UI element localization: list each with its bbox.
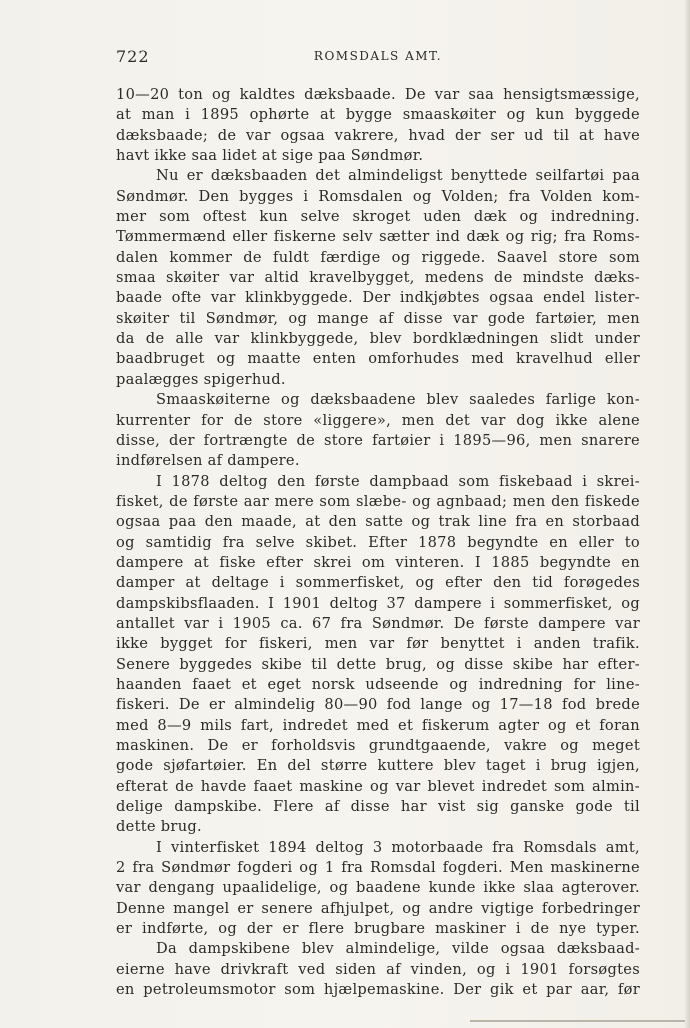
- text-line: indførelsen af dampere.: [116, 452, 300, 470]
- page-header: [116, 47, 640, 71]
- text-line: baade ofte var klinkbyggede. Der indkjøbtes ogsaa endel lister-: [116, 289, 640, 307]
- text-line: Nu er dæksbaaden det almindeligst benyttede seilfartøi paa: [156, 167, 640, 185]
- footer-rule: [470, 1020, 685, 1022]
- text-line: 10—20 ton og kaldtes dæksbaade. De var saa hensigtsmæssige,: [116, 86, 640, 103]
- text-line: haanden faaet et eget norsk udseende og indredning for line-: [116, 675, 640, 693]
- text-line: dette brug.: [116, 818, 202, 836]
- text-line: Da dampskibene blev almindelige, vilde ogsaa dæksbaad-: [156, 940, 640, 958]
- text-line: efterat de havde faaet maskine og var blevet indredet som almin-: [116, 777, 640, 795]
- body-text: [116, 85, 640, 1000]
- text-line: Senere byggedes skibe til dette brug, og disse skibe har efter-: [116, 655, 640, 673]
- text-line: havt ikke saa lidet at sige paa Søndmør.: [116, 147, 424, 165]
- running-head: ROMSDALS AMT.: [313, 49, 443, 63]
- text-line: mer som oftest kun selve skroget uden dæk og indredning.: [116, 208, 640, 226]
- text-line: Smaaskøiterne og dæksbaadene blev saaledes farlige kon-: [156, 391, 640, 409]
- text-line: dæksbaade; de var ogsaa vakrere, hvad der ser ud til at have: [116, 126, 640, 144]
- text-line: paalægges spigerhud.: [116, 370, 286, 388]
- text-line: antallet var i 1905 ca. 67 fra Søndmør. De første dampere var: [116, 614, 640, 632]
- text-line: I 1878 deltog den første dampbaad som fiskebaad i skrei-: [156, 472, 640, 490]
- text-line: Denne mangel er senere afhjulpet, og andre vigtige forbedringer: [116, 899, 640, 917]
- text-line: fisket, de første aar mere som slæbe- og agnbaad; men den fiskede: [116, 492, 640, 510]
- text-line: var dengang upaalidelige, og baadene kunde ikke slaa agterover.: [116, 879, 640, 897]
- text-line: skøiter til Søndmør, og mange af disse var gode fartøier, men: [116, 309, 640, 327]
- text-line: er indførte, og der er flere brugbare maskiner i de nye typer.: [116, 920, 640, 938]
- text-line: smaa skøiter var altid kravelbygget, medens de mindste dæks-: [116, 269, 640, 287]
- text-line: disse, der fortrængte de store fartøier i 1895—96, men snarere: [116, 431, 640, 449]
- text-line: Tømmermænd eller fiskerne selv sætter ind dæk og rig; fra Roms-: [116, 228, 640, 246]
- text-line: med 8—9 mils fart, indredet med et fiskerum agter og et foran: [116, 716, 640, 734]
- text-line: og samtidig fra selve skibet. Efter 1878 begyndte en eller to: [116, 533, 640, 551]
- text-line: at man i 1895 ophørte at bygge smaaskøiter og kun byggede: [116, 106, 640, 124]
- text-line: en petroleumsmotor som hjælpemaskine. Der gik et par aar, før: [116, 981, 640, 999]
- text-line: maskinen. De er forholdsvis grundtgaaende, vakre og meget: [116, 737, 640, 754]
- text-line: kurrenter for de store «liggere», men det var dog ikke alene: [116, 411, 640, 429]
- text-line: fiskeri. De er almindelig 80—90 fod lange og 17—18 fod brede: [116, 696, 640, 714]
- page-number: 722: [116, 47, 150, 66]
- text-line: delige dampskibe. Flere af disse har vist sig ganske gode til: [116, 798, 640, 816]
- text-line: da de alle var klinkbyggede, blev bordklædningen slidt under: [116, 330, 640, 348]
- text-line: dampere at fiske efter skrei om vinteren. I 1885 begyndte en: [116, 553, 640, 571]
- text-line: 2 fra Søndmør fogderi og 1 fra Romsdal fogderi. Men maskinerne: [116, 859, 640, 877]
- text-line: ogsaa paa den maade, at den satte og trak line fra en storbaad: [116, 513, 640, 531]
- text-line: I vinterfisket 1894 deltog 3 motorbaade fra Romsdals amt,: [156, 838, 640, 856]
- text-line: Søndmør. Den bygges i Romsdalen og Volden; fra Volden kom-: [116, 187, 640, 205]
- text-line: baadbruget og maatte enten omforhudes med kravelhud eller: [116, 350, 640, 368]
- text-line: dampskibsflaaden. I 1901 deltog 37 dampere i sommerfisket, og: [116, 594, 640, 612]
- text-line: eierne have drivkraft ved siden af vinden, og i 1901 forsøgtes: [116, 960, 640, 978]
- page-edge-shadow: [684, 0, 690, 1028]
- text-line: gode sjøfartøier. En del større kuttere blev taget i brug igjen,: [116, 757, 640, 775]
- text-line: dalen kommer de fuldt færdige og riggede. Saavel store som: [116, 248, 640, 266]
- text-line: damper at deltage i sommerfisket, og efter den tid forøgedes: [116, 574, 640, 592]
- text-line: ikke bygget for fiskeri, men var før benyttet i anden trafik.: [116, 635, 640, 653]
